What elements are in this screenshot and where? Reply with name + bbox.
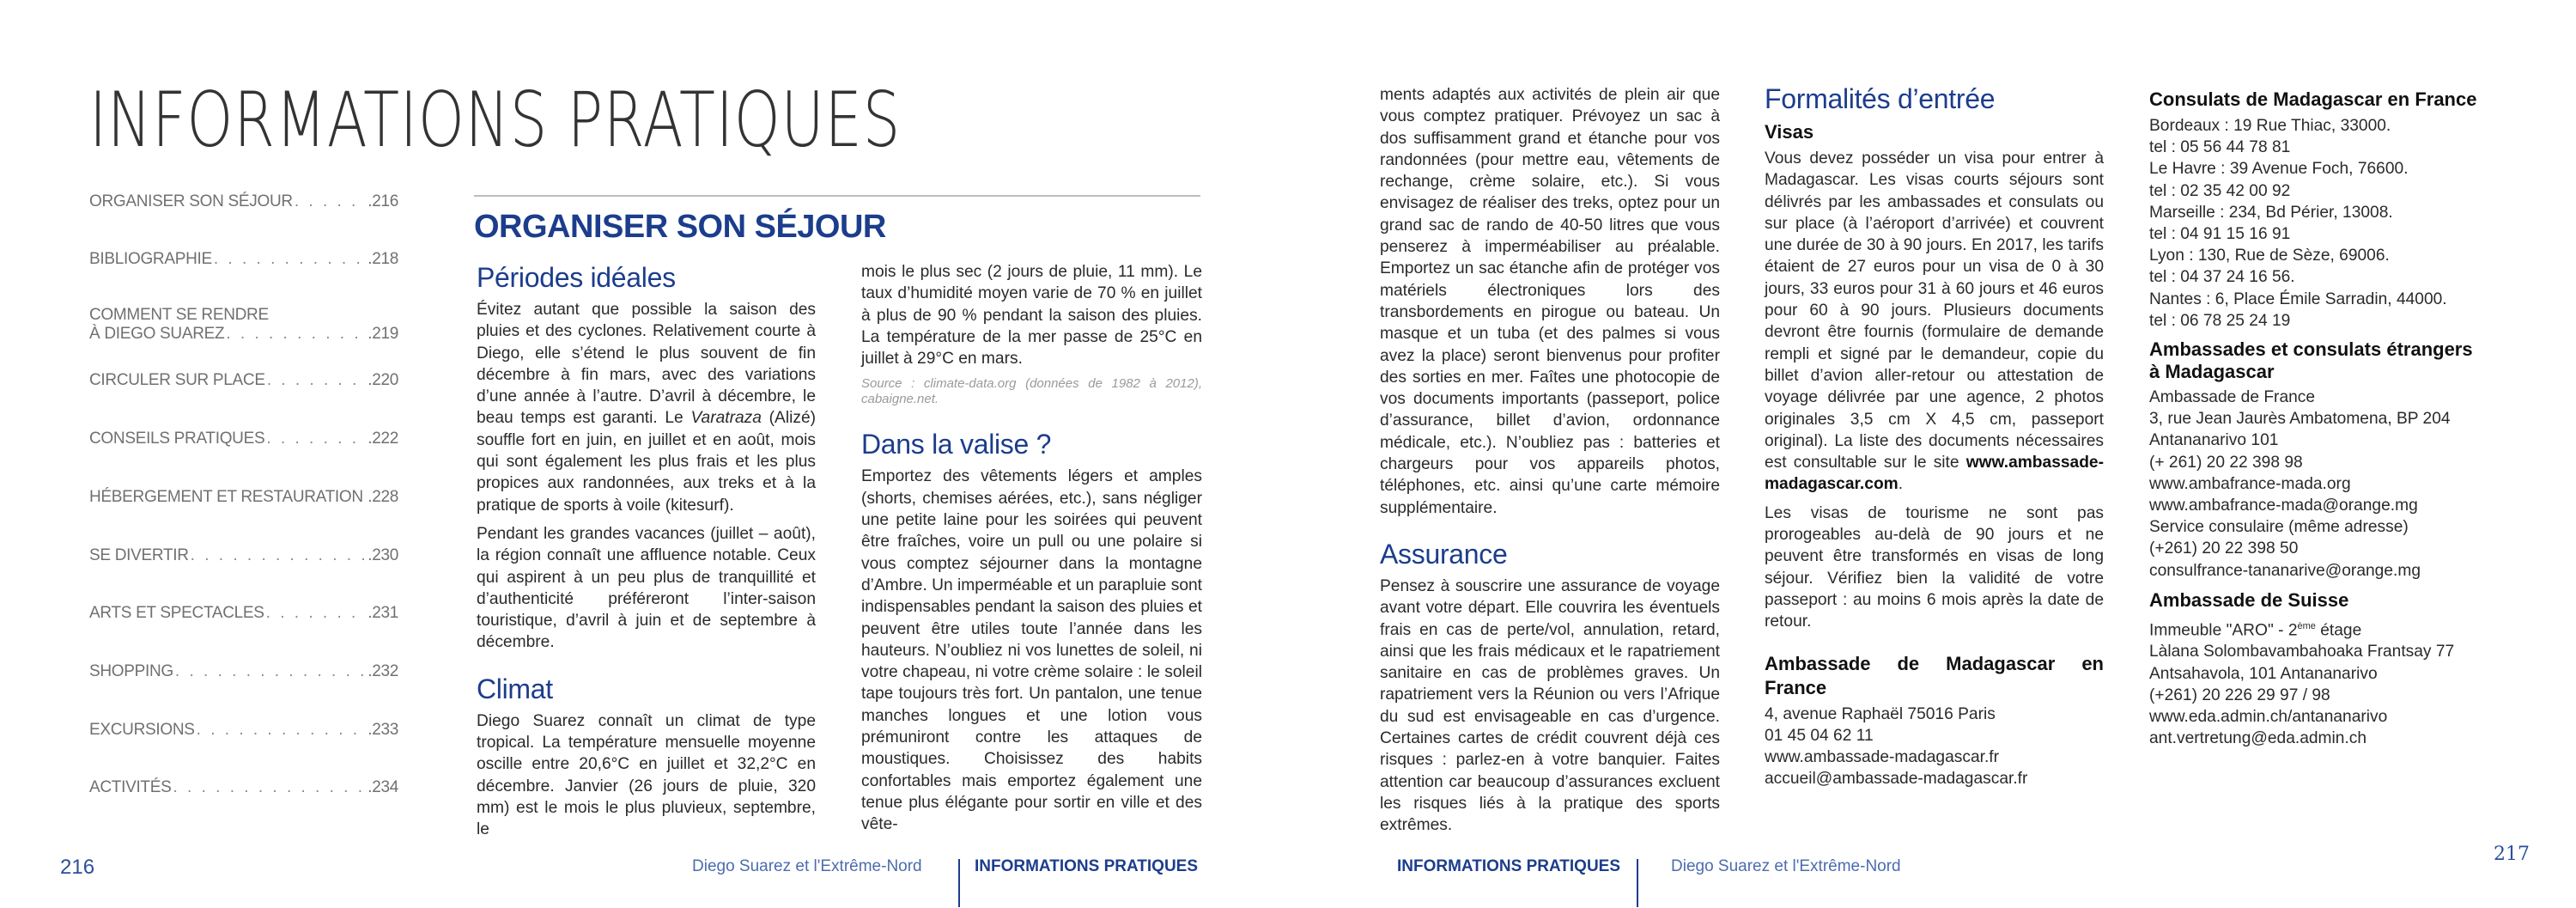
page-title: INFORMATIONS PRATIQUES [89, 76, 902, 164]
toc-item[interactable] [89, 250, 398, 269]
suisse-website[interactable]: www.eda.admin.ch/antananarivo [2149, 708, 2388, 727]
toc-item-label: EXCURSIONS [89, 721, 195, 739]
toc-item-page: .234 [368, 778, 398, 796]
heading-valise: Dans la valise ? [861, 429, 1052, 460]
climat-paragraph-cont: mois le plus sec (2 jours de pluie, 11 mm). Le taux d’humidité moyen varie de 70 % en juillet à plus de 90 % pendant la saison des pluies. La température de la mer passe de 25°C en juillet à 29°C en mars. [861, 263, 1202, 369]
column-4 [1765, 82, 2104, 789]
toc-item-label: ARTS ET SPECTACLES [89, 604, 264, 622]
column-2 [861, 261, 1202, 843]
toc-item-page: .232 [368, 662, 398, 680]
toc-item-label: ACTIVITÉS [89, 778, 172, 796]
column-1 [477, 261, 816, 848]
toc-item[interactable] [89, 488, 398, 507]
footer-book-title-left: Diego Suarez et l'Extrême-Nord [692, 857, 922, 875]
periodes-paragraph-2: Pendant les grandes vacances (juillet – août), la région connaît une affluence notable. Ceux qui aspirent à un peu plus de tranquillité et d’authenticité préféreront l’inter-saison touristique, d’avril à juin et de septembre à décembre. [477, 524, 816, 652]
footer-chapter-left: INFORMATIONS PRATIQUES [975, 857, 1199, 875]
climat-source: Source : climate-data.org (données de 1982 à 2012), cabaigne.net. [861, 376, 1202, 407]
ambassade-madagascar-email[interactable]: accueil@ambassade-madagascar.fr [1765, 770, 2028, 789]
toc-item-label: SHOPPING [89, 662, 173, 680]
toc-item[interactable] [89, 546, 398, 565]
ambassade-website-link[interactable]: www.ambassade-madagascar.com [1765, 454, 2104, 494]
footer-chapter-right: INFORMATIONS PRATIQUES [1397, 857, 1621, 875]
valise-paragraph-1: Emportez des vêtements légers et amples (shorts, chemises aérées, etc.), sans négliger une petite laine pour les soirées qui peuvent être fraîches, voire un pull ou une polaire si vous comptez séjourner dans la montagne d’Ambre. Un imperméable et un parapluie sont indispensables pendant la saison des pluies et peuvent être utiles toute l’année dans les hauteurs. N’oubliez ni vos lunettes de soleil, ni votre chapeau, ni votre crème solaire : le soleil tape toujours très fort. Un pantalon, une tenue manches longues et une lotion vous prémuniront contre les attaques de moustiques. Choisissez des habits confortables mais emportez également une tenue plus élégante pour sortir en ville et des vête- [861, 467, 1202, 834]
toc-item-label: HÉBERGEMENT ET RESTAURATION [89, 488, 363, 506]
toc-item[interactable] [89, 778, 398, 797]
visas-paragraph-2: Les visas de tourisme ne sont pas prorogeables au-delà de 90 jours et ne peuvent être transformés en visas de long séjour. Vérifiez bien la validité de votre passeport : au moins 6 mois après la date de retour. [1765, 503, 2104, 631]
toc-item[interactable] [89, 604, 398, 623]
toc-item-label: ORGANISER SON SÉJOUR [89, 192, 293, 210]
toc-item-label: SE DIVERTIR [89, 546, 189, 564]
ambassade-madagascar-address: 4, avenue Raphaël 75016 Paris 01 45 04 62 11 www.ambassade-madagascar.fr accueil@ambassade-madagascar.fr [1765, 704, 2104, 790]
toc-item-label: CIRCULER SUR PLACE [89, 371, 265, 389]
section-title: ORGANISER SON SÉJOUR [474, 209, 886, 245]
toc-item-page: .228 [368, 488, 398, 506]
consulfrance-email[interactable]: consulfrance-tananarive@orange.mg [2149, 561, 2421, 580]
toc-item-label: BIBLIOGRAPHIE [89, 250, 212, 268]
toc-item-page: .222 [368, 430, 398, 448]
ambafrance-website[interactable]: www.ambafrance-mada.org [2149, 474, 2351, 493]
page-number-left: 216 [60, 856, 95, 879]
climat-paragraph-1: Diego Suarez connaît un climat de type tropical. La température mensuelle moyenne oscille entre 20,6°C en juillet et 32,2°C en décembre. Janvier (26 jours de pluie, 320 mm) est le mois le plus pluvieux, septembre, le [477, 711, 816, 839]
section-divider [474, 195, 1200, 197]
heading-assurance: Assurance [1380, 538, 1508, 570]
heading-consulats: Consulats de Madagascar en France [2149, 88, 2477, 110]
ambassade-madagascar-website[interactable]: www.ambassade-madagascar.fr [1765, 747, 2000, 766]
toc-item-label: À DIEGO SUAREZ [89, 325, 225, 343]
column-3 [1380, 84, 1720, 844]
toc-item-page: .230 [368, 546, 398, 564]
toc-item-page: .233 [368, 721, 398, 739]
footer-book-title-right: Diego Suarez et l'Extrême-Nord [1671, 857, 1901, 875]
toc-item[interactable] [89, 371, 398, 390]
heading-ambassade-suisse: Ambassade de Suisse [2149, 588, 2349, 611]
toc-item[interactable] [89, 662, 398, 681]
periodes-paragraph-1: Évitez autant que possible la saison des pluies et des cyclones. Relativement courte à Diego, elle s’étend le plus souvent de fin décembre à fin mars, avec des variations d’une année à l’autre. D’avril à décembre, le beau temps est garanti. Le Varatraza (Alizé) souffle fort en juin, en juillet et en août, mois qui sont également les plus frais et les plus propices aux randonnées, aux treks et à la pratique de sports à voile (kitesurf). [477, 301, 817, 515]
heading-ambassades-etrangers: Ambassades et consulats étrangers à Madagascar [2149, 338, 2473, 383]
toc-item[interactable] [89, 721, 398, 740]
heading-formalites: Formalités d’entrée [1765, 83, 1996, 114]
toc-item-page: .218 [368, 250, 398, 268]
page-number-right: 217 [2494, 844, 2530, 865]
footer-divider-left [958, 859, 960, 907]
heading-ambassade-madagascar: Ambassade de Madagascar en France [1765, 652, 2104, 698]
toc-item-page: .231 [368, 604, 398, 622]
toc-item[interactable] [89, 192, 398, 211]
toc-item-page: .220 [368, 371, 398, 389]
suisse-email[interactable]: ant.vertretung@eda.admin.ch [2149, 729, 2367, 748]
ambafrance-email[interactable]: www.ambafrance-mada@orange.mg [2149, 497, 2418, 515]
toc-item-page: .219 [368, 325, 398, 343]
toc-item-page: .216 [368, 192, 398, 210]
column-5: Consulats de Madagascar en France Bordeaux : 19 Rue Thiac, 33000. tel : 05 56 44 78 81 Le Havre : 39 Avenue Foch, 76600. tel : 02 35 42 00 92 Marseille : 234, Bd Périer, 13008. tel : 04 91 15 16 91 Lyon : 130, Rue de Sèze, 69006. tel : 04 37 24 16 56. Nantes : 6, Place Émile Sarradin, 44000. tel : 06 78 25 24 19 Ambassades et consulats étrangers à Madagascar Ambassade de France 3, rue Jean Jaurès Ambatomena, BP 204 Antananarivo 101 (+ 261) 20 22 398 98 www.ambafrance-mada.org www.ambafrance-mada@orange.mg Service consulaire (même adresse) (+261) 20 22 398 50 consulfrance-tananarive@orange.mg Ambassade de Suisse Immeuble "ARO" - 2ème étage Làlana Solombavambahoaka Frantsay 77 Antsahavola, 101 Antananarivo (+261) 20 226 29 97 / 98 www.eda.admin.ch/antananarivo ant.vertretung@eda.admin.ch [2149, 88, 2510, 749]
assurance-paragraph-1: Pensez à souscrire une assurance de voyage avant votre départ. Elle couvrira les éventuels frais en cas de perte/vol, annulation, retard, ainsi que les frais médicaux et le rapatriement sanitaire en cas de problèmes graves. Un rapatriement vers la Réunion ou vers l’Afrique du sud est envisageable en cas d’urgence. Certaines cartes de crédit couvrent déjà ces risques : parlez-en à votre banquier. Faites attention car beaucoup d’assurances excluent les risques liés à la pratique des sports extrêmes. [1380, 576, 1720, 835]
toc-item-label: CONSEILS PRATIQUES [89, 430, 265, 448]
toc-item[interactable] [89, 306, 398, 344]
visas-paragraph-1: Vous devez posséder un visa pour entrer à Madagascar. Les visas courts séjours sont délivrés par les ambassades et consulats ou sur place (à l’aéroport d’arrivée) et couvrent une durée de 30 à 90 jours. En 2017, les tarifs étaient de 27 euros pour un visa de 0 à 30 jours, 33 euros pour 31 à 60 jours et 46 euros pour 60 à 90 jours. Plusieurs documents devront être fournis (formulaire de demande rempli et signé par le demandeur, copie du billet d’avion aller-retour ou attestation de voyage délivrée par une agence, 2 photos originales 3,5 cm X 4,5 cm, passeport original). La liste des documents nécessaires est consultable sur le site www.ambassade-madagascar.com. [1765, 149, 2104, 494]
valise-paragraph-cont: ments adaptés aux activités de plein air que vous comptez pratiquer. Prévoyez un sac à dos suffisamment grand et étanche pour vos randonnées (pour mettre eau, vêtements de rechange, crème solaire, etc.). Si vous envisagez de réaliser des treks, optez pour un grand sac de rando de 40-50 litres que vous penserez à imperméabiliser au préalable. Emportez un sac étanche afin de protéger vos matériels électroniques lors des transbordements en pirogue ou bateau. Un masque et un tuba (et des palmes si vous avez la place) seront bienvenus pour profiter des sorties en mer. Faîtes une photocopie de vos documents importants (passeport, police d’assurance, billet d’avion, ordonnance médicale, etc.). N’oubliez pas : batteries et chargeurs pour vos appareils photos, téléphones, etc. ainsi qu’une carte mémoire supplémentaire. [1380, 86, 1720, 517]
heading-climat: Climat [477, 673, 553, 704]
toc-item-label-line1: COMMENT SE RENDRE [89, 306, 269, 324]
toc-item[interactable] [89, 430, 398, 448]
heading-periodes: Périodes idéales [477, 262, 676, 293]
footer-divider-right [1637, 859, 1638, 907]
heading-visas: Visas [1765, 121, 1814, 143]
